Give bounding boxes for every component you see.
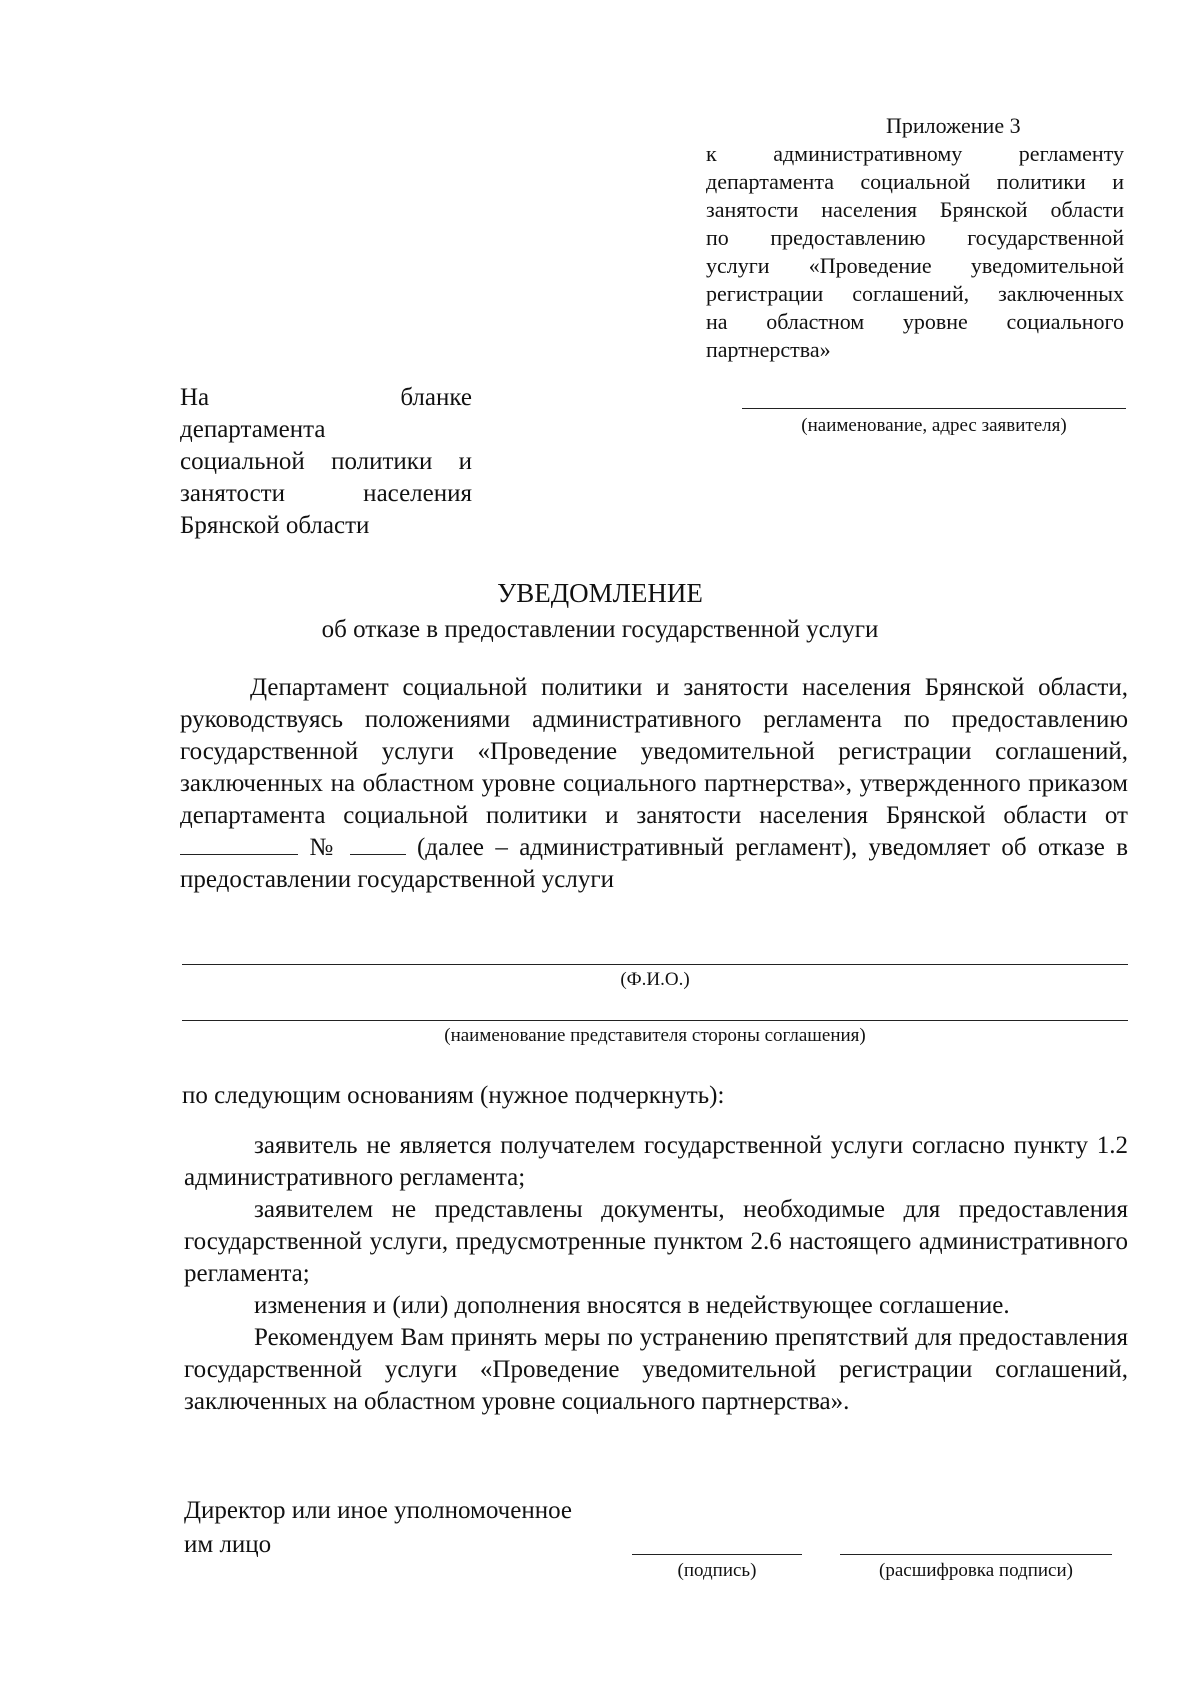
number-blank <box>350 834 406 855</box>
number-sign: № <box>309 834 339 861</box>
letterhead-note <box>180 382 472 542</box>
signature-line <box>632 1554 802 1555</box>
representative-caption: (наименование представителя стороны соглашения) <box>444 1025 866 1046</box>
appendix-line: регистрации соглашений, заключенных <box>706 281 1124 306</box>
signer-line: им лицо <box>184 1531 272 1558</box>
representative-field <box>182 1020 1128 1047</box>
fio-fill-line <box>182 964 1128 965</box>
main-paragraph-part1: Департамент социальной политики и занятости населения Брянской области, руководствуясь положениями административного регламента по предоставлению государственной услуги «Проведение уведомительной регистрации соглашений, заключенных на областном уровне социального партнерства», утвержденного приказом департамента социальной политики и занятости населения Брянской области от <box>180 674 1128 829</box>
grounds-intro: по следующим основаниям (нужное подчеркнуть): <box>182 1082 725 1109</box>
document-title: УВЕДОМЛЕНИЕ <box>497 578 703 608</box>
appendix-line: занятости населения Брянской области <box>706 197 1124 222</box>
appendix-line: партнерства» <box>706 337 831 362</box>
applicant-fill-line <box>742 408 1126 409</box>
signature-decode-caption: (расшифровка подписи) <box>879 1560 1073 1581</box>
letterhead-line: социальной политики и <box>180 448 472 475</box>
appendix-line: на областном уровне социального <box>706 309 1124 334</box>
applicant-field <box>742 408 1126 437</box>
main-paragraph <box>180 672 1128 896</box>
applicant-caption: (наименование, адрес заявителя) <box>801 415 1067 436</box>
appendix-header <box>706 112 1124 364</box>
grounds-list <box>184 1130 1128 1418</box>
appendix-line: услуги «Проведение уведомительной <box>706 253 1124 278</box>
ground-item: изменения и (или) дополнения вносятся в недействующее соглашение. <box>254 1292 1010 1319</box>
appendix-line: по предоставлению государственной <box>706 225 1124 250</box>
appendix-line: департамента социальной политики и <box>706 169 1124 194</box>
appendix-line: к административному регламенту <box>706 141 1124 166</box>
appendix-body <box>706 140 1124 364</box>
main-paragraph-part2: (далее – административный регламент), уведомляет об отказе в предоставлении государственной услуги <box>180 834 1128 893</box>
recommendation: Рекомендуем Вам принять меры по устранению препятствий для предоставления государственной услуги «Проведение уведомительной регистрации соглашений, заключенных на областном уровне социального партнерства». <box>184 1324 1128 1415</box>
appendix-title: Приложение 3 <box>886 113 1021 138</box>
signature-caption: (подпись) <box>677 1560 757 1581</box>
signer-line: Директор или иное уполномоченное <box>184 1497 573 1524</box>
letterhead-line: департамента <box>180 416 326 443</box>
fio-field <box>182 964 1128 991</box>
signer-title <box>184 1494 572 1562</box>
letterhead-line: На бланке <box>180 384 472 411</box>
date-blank <box>180 834 298 855</box>
letterhead-line: Брянской области <box>180 512 370 539</box>
letterhead-line: занятости населения <box>180 480 472 507</box>
ground-item: заявителем не представлены документы, необходимые для предоставления государственной услуги, предусмотренные пунктом 2.6 настоящего административного регламента; <box>184 1196 1128 1287</box>
representative-fill-line <box>182 1020 1128 1021</box>
document-subtitle: об отказе в предоставлении государственной услуги <box>321 616 879 643</box>
ground-item: заявитель не является получателем государственной услуги согласно пункту 1.2 административного регламента; <box>184 1132 1128 1191</box>
fio-caption: (Ф.И.О.) <box>620 969 690 990</box>
signature-decode-line <box>840 1554 1112 1555</box>
